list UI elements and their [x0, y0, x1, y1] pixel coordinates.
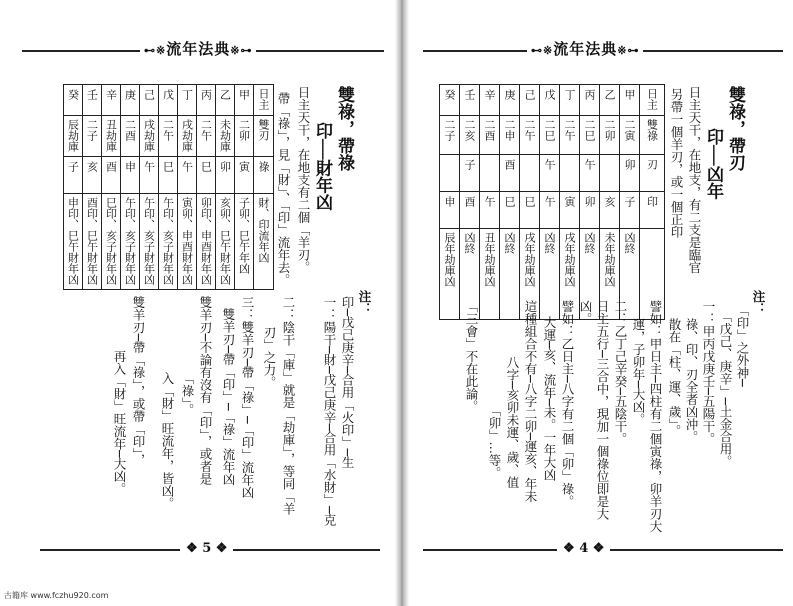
right-note-line: 一：甲丙戊庚壬─五陽干。 [701, 300, 716, 446]
table-cell: 二酉 [480, 116, 500, 155]
left-table [63, 84, 274, 290]
table-cell: 辰劫庫 [64, 116, 83, 157]
table-cell: 未劫庫 [216, 116, 235, 157]
table-row [440, 155, 665, 192]
table-cell: 二申 [500, 116, 520, 155]
right-note-line: 大運─亥、流年─未。一年大凶 [542, 316, 557, 482]
left-note-line: 入「財」旺流年，皆凶。 [160, 372, 175, 510]
right-note-line: 八字─亥卯未運、歲、值 [505, 356, 520, 489]
table-cell: 二子 [440, 116, 460, 155]
right-note-line: 這種組合不有─八字二卯─運亥、年未 [523, 300, 538, 503]
table-cell: 寅 [560, 192, 580, 229]
table-row [440, 116, 665, 155]
book-gutter [395, 0, 409, 606]
left-page [0, 0, 395, 606]
page-number-ornament: ❖ [211, 541, 228, 556]
table-cell: 己 [140, 85, 159, 116]
table-cell: 壬 [83, 85, 102, 116]
table-cell: 己 [520, 85, 540, 116]
right-note-line: 「印」之外神─ [735, 304, 750, 387]
table-cell: 凶終 [500, 229, 520, 320]
table-cell: 二寅 [620, 116, 640, 155]
table-cell: 午 [580, 155, 600, 192]
right-note-line: 二：乙丁己辛癸─五陰干。 [613, 300, 628, 446]
table-cell: 午印、亥子財年凶 [159, 194, 178, 290]
table-cell: 戌劫庫 [140, 116, 159, 157]
table-cell: 午 [540, 192, 560, 229]
table-cell: 甲 [235, 85, 254, 116]
right-page-number [557, 541, 610, 556]
left-note-line: 雙羊刃─不論有沒有「印」，或者是 [198, 296, 213, 485]
table-cell: 戌劫庫 [178, 116, 197, 157]
table-cell: 子卯、巳午年凶 [235, 194, 254, 290]
table-cell: 二子 [83, 116, 102, 157]
table-cell: 午 [178, 157, 197, 194]
table-cell: 子 [460, 155, 480, 192]
table-cell: 戌年劫庫凶 [520, 229, 540, 320]
page-number-ornament: ❖ [563, 541, 580, 556]
page-number-ornament: ❖ [588, 541, 605, 556]
right-note-line: 譬如：乙日主─八字有二個「卯」祿。 [560, 300, 575, 508]
table-cell: 二酉 [121, 116, 140, 157]
right-note-line: 散在「柱、運、歲」。 [667, 318, 682, 437]
table-cell [560, 155, 580, 192]
header-ornament-right: ※⊶ [230, 44, 253, 57]
table-cell: 癸 [440, 85, 460, 116]
table-cell: 壬 [460, 85, 480, 116]
footer-watermark: 古籍库 www.fczhu920.com [4, 591, 109, 600]
table-cell: 巳印、亥子財年凶 [102, 194, 121, 290]
table-cell: 亥 [600, 192, 620, 229]
table-cell [440, 155, 460, 192]
table-header-cell: 印 [640, 192, 665, 229]
table-cell: 戊 [540, 85, 560, 116]
table-cell: 子 [620, 192, 640, 229]
table-cell: 庚 [500, 85, 520, 116]
table-cell [520, 155, 540, 192]
table-row [64, 85, 274, 116]
right-note-line: 譬如：甲日主─四柱有二個寅祿，卯羊刃大 [648, 300, 663, 533]
right-title-line-1: 雙祿，帶刃 [725, 86, 745, 171]
left-intro-line-2: 帶「祿」，見「財」、「印」流年去。 [276, 92, 291, 286]
right-note-line: 凶。 [578, 300, 593, 325]
left-title-line-2: 印──財年凶 [312, 122, 332, 211]
right-notes-heading: 注： [751, 290, 766, 315]
table-header-cell: 財、印流年凶 [254, 194, 274, 290]
table-cell: 午 [540, 155, 560, 192]
table-cell: 二亥 [460, 116, 480, 155]
left-note-line: 雙羊刃─帶「祿」，或帶「印」， [131, 296, 146, 467]
right-page [409, 0, 793, 606]
left-intro-line-1: 日主天干，在地支有二個「羊刃。 [296, 86, 311, 274]
table-header-cell: 日主 [640, 85, 665, 116]
table-cell: 卯 [580, 192, 600, 229]
table-cell: 午印、亥子財年凶 [140, 194, 159, 290]
table-cell: 二午 [560, 116, 580, 155]
right-note-line: 祿、印、刃全者凶沖。 [684, 318, 699, 443]
header-ornament-left: ⊷※ [531, 44, 554, 57]
table-cell: 巳 [520, 192, 540, 229]
table-header-cell: 祿 [254, 157, 274, 194]
left-note-line: 一：陽干─財─戊己庚辛─合用「水財」─克 [322, 296, 337, 527]
table-cell: 酉印、巳午財年凶 [83, 194, 102, 290]
page-number: 4 [579, 541, 589, 556]
table-cell: 凶終 [620, 229, 640, 320]
table-cell: 凶終 [540, 229, 560, 320]
table-cell: 卯印、申酉財年凶 [197, 194, 216, 290]
table-cell: 巳 [500, 192, 520, 229]
right-note-line: 「卯」…等。 [487, 404, 502, 479]
table-cell: 寅卯、申酉財年凶 [178, 194, 197, 290]
table-cell: 酉 [500, 155, 520, 192]
table-cell: 丙 [580, 85, 600, 116]
table-cell: 辛 [102, 85, 121, 116]
page-number: 5 [202, 541, 212, 556]
table-cell: 申印、巳午財年凶 [64, 194, 83, 290]
left-note-line: 印─戊己庚辛─合用「火印」─生 [340, 296, 355, 469]
table-cell: 二卯 [600, 116, 620, 155]
left-title-line-1: 雙祿，帶祿 [334, 86, 354, 171]
table-cell: 午印、亥子財年凶 [121, 194, 140, 290]
table-cell: 亥 [83, 157, 102, 194]
table-row [440, 85, 665, 116]
table-cell: 午 [480, 192, 500, 229]
table-cell: 二巳 [540, 116, 560, 155]
table-cell: 寅 [235, 157, 254, 194]
left-page-header [140, 38, 256, 59]
header-ornament-right: ※⊶ [617, 44, 640, 57]
table-cell: 丁 [178, 85, 197, 116]
right-note-line: 「三會」不在此論。 [464, 300, 479, 413]
table-cell: 亥卯、巳午財年凶 [216, 194, 235, 290]
table-cell: 子 [64, 157, 83, 194]
header-title: 流年法典 [553, 40, 618, 58]
table-cell: 丁 [560, 85, 580, 116]
left-note-line: 二：陰干「庫」就是「劫庫」，等同「羊 [281, 296, 296, 515]
right-note-line: 運，子卯年─大凶。 [631, 318, 646, 426]
table-header-cell: 雙祿 [640, 116, 665, 155]
table-cell: 二午 [159, 116, 178, 157]
table-cell: 巳 [159, 157, 178, 194]
right-title-line-2: 印──凶年 [703, 128, 723, 200]
left-note-line: 「祿」。 [180, 372, 195, 416]
table-cell: 二午 [520, 116, 540, 155]
left-note-line: 刃」之力。 [262, 326, 277, 389]
table-cell: 卯 [620, 155, 640, 192]
table-cell: 午 [140, 157, 159, 194]
table-cell: 申 [121, 157, 140, 194]
table-cell: 戌年劫庫凶 [560, 229, 580, 320]
table-cell [480, 155, 500, 192]
left-page-number [180, 541, 233, 556]
table-cell: 凶終 [460, 229, 480, 320]
right-intro-line-2: 另帶一個羊刃，或一個正印 [669, 88, 684, 238]
right-table [439, 84, 665, 320]
left-notes-heading: 注： [357, 290, 372, 315]
table-cell: 辛 [480, 85, 500, 116]
right-page-header [527, 38, 643, 59]
table-cell: 凶終 [580, 229, 600, 320]
table-cell: 丑劫庫 [102, 116, 121, 157]
table-row [440, 192, 665, 229]
table-cell: 戊 [159, 85, 178, 116]
table-cell: 乙 [216, 85, 235, 116]
table-cell: 酉 [460, 192, 480, 229]
left-note-line: 雙羊刃─帶「印」─「祿」流年凶 [221, 308, 236, 486]
table-row [64, 157, 274, 194]
table-header-cell: 日主 [254, 85, 274, 116]
table-cell: 卯 [216, 157, 235, 194]
table-cell: 二卯 [235, 116, 254, 157]
table-cell: 庚 [121, 85, 140, 116]
table-cell: 辰年劫庫凶 [440, 229, 460, 320]
table-cell [600, 155, 620, 192]
right-intro-line-1: 日主天干，在地支，有二支是臨官 [687, 86, 702, 274]
table-header-cell: 刃 [640, 155, 665, 192]
right-note-line: 日主五行─三合中，現加一個祿位即是大 [595, 300, 610, 521]
header-ornament-left: ⊷※ [144, 44, 167, 57]
right-note-line: 「戊己、庚辛」─土金合用。 [718, 310, 733, 468]
table-cell: 癸 [64, 85, 83, 116]
table-cell: 丑年劫庫凶 [480, 229, 500, 320]
left-note-line: 再入「財」旺流年─大凶。 [112, 350, 127, 496]
table-cell: 未年劫庫凶 [600, 229, 620, 320]
left-note-line: 三：雙羊刃─帶「祿」─「印」流年凶 [240, 296, 255, 499]
table-row [64, 194, 274, 290]
table-row [64, 116, 274, 157]
table-cell: 二巳 [580, 116, 600, 155]
table-cell: 乙 [600, 85, 620, 116]
table-cell: 酉 [102, 157, 121, 194]
table-cell: 二午 [197, 116, 216, 157]
table-header-cell: 雙刃 [254, 116, 274, 157]
page-number-ornament: ❖ [186, 541, 203, 556]
table-cell: 申 [440, 192, 460, 229]
table-cell: 巳 [197, 157, 216, 194]
table-cell: 甲 [620, 85, 640, 116]
header-title: 流年法典 [166, 40, 231, 58]
table-cell: 丙 [197, 85, 216, 116]
